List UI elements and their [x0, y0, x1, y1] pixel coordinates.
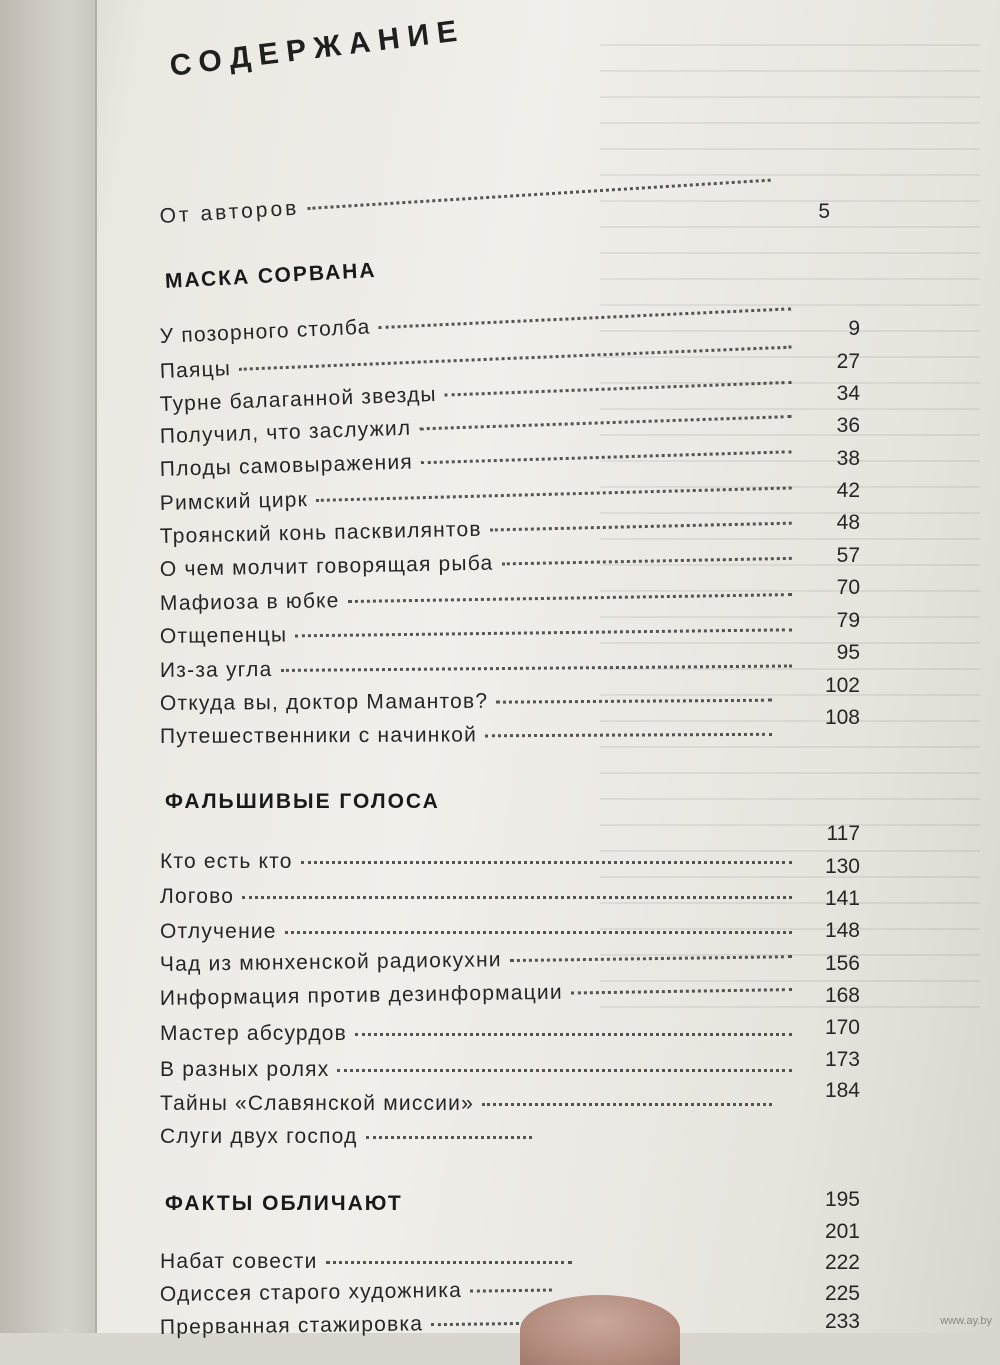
page-gutter: [0, 0, 97, 1333]
leader-dots: [496, 699, 772, 704]
toc-entry-label: Чад из мюнхенской радиокухни: [159, 948, 502, 976]
leader-dots: [280, 664, 792, 671]
toc-entry-label: Троянский конь пасквилянтов: [159, 517, 482, 548]
toc-page-number: 102: [824, 674, 860, 697]
leader-dots: [421, 450, 792, 464]
leader-dots: [348, 593, 792, 603]
toc-page-number: 48: [836, 511, 860, 534]
toc-entry-label: Мастер абсурдов: [160, 1022, 348, 1045]
toc-entry: [160, 1092, 780, 1124]
leader-dots: [355, 1033, 792, 1036]
leader-dots: [285, 931, 792, 934]
toc-page-number: 38: [836, 447, 860, 470]
toc-entry: [160, 885, 800, 917]
toc-entry-label: Слуги двух господ: [160, 1125, 358, 1148]
toc-page-number: 130: [824, 855, 860, 878]
toc-page-number: 225: [824, 1282, 860, 1305]
toc-entry-label: Откуда вы, доктор Мамантов?: [159, 689, 489, 715]
toc-page-number: 184: [824, 1079, 860, 1102]
toc-page-number: 117: [826, 822, 860, 845]
section-heading: ФАКТЫ ОБЛИЧАЮТ: [165, 1192, 403, 1215]
toc-page-number: 222: [824, 1251, 860, 1274]
toc-entry-label: Отлучение: [160, 920, 277, 943]
toc-page-number: 27: [836, 350, 860, 373]
leader-dots: [326, 1261, 572, 1264]
leader-dots: [301, 861, 792, 864]
toc-entry-label: Получил, что заслужил: [159, 416, 412, 448]
toc-page-number: 156: [824, 952, 860, 975]
toc-entry-label: Турне балаганной звезды: [159, 382, 438, 416]
toc-entry: [160, 1058, 800, 1090]
toc-entry: [160, 850, 800, 882]
toc-page-number: 95: [836, 641, 860, 664]
toc-page-number: 70: [836, 576, 860, 599]
leader-dots: [366, 1136, 532, 1139]
leader-dots: [337, 1069, 792, 1072]
leader-dots: [378, 307, 791, 329]
toc-page-number: 34: [836, 382, 860, 405]
leader-dots: [571, 988, 792, 994]
toc-page-number: 5: [818, 200, 830, 223]
toc-entry-label: Информация против дезинформации: [159, 980, 563, 1010]
toc-entry: [160, 688, 780, 724]
leader-dots: [490, 522, 792, 532]
toc-title: СОДЕРЖАНИЕ: [167, 13, 467, 83]
leader-dots: [419, 415, 791, 430]
toc-entry: [160, 653, 800, 691]
leader-dots: [482, 1103, 772, 1106]
toc-entry-label: Одиссея старого художника: [159, 1278, 463, 1306]
section-heading: ФАЛЬШИВЫЕ ГОЛОСА: [165, 790, 440, 813]
toc-entry-label: Кто есть кто: [160, 850, 293, 873]
toc-page-number: 201: [824, 1220, 860, 1243]
leader-dots: [470, 1289, 552, 1293]
section-heading: МАСКА СОРВАНА: [164, 258, 378, 293]
toc-entry-label: О чем молчит говорящая рыба: [159, 551, 494, 581]
toc-entry: [160, 722, 780, 757]
leader-dots: [295, 628, 792, 637]
toc-entry-label: Путешественники с начинкой: [159, 723, 478, 748]
leader-dots: [501, 557, 792, 566]
toc-page-number: 79: [836, 609, 860, 632]
toc-page-number: 108: [824, 706, 860, 729]
toc-page-number: 141: [824, 887, 860, 910]
toc-page-number: 195: [824, 1188, 860, 1211]
toc-entry: [160, 1125, 540, 1157]
toc-entry-label: Плоды самовыражения: [159, 450, 414, 481]
toc-entry-label: От авторов: [159, 196, 300, 228]
toc-entry: [160, 1311, 540, 1348]
toc-page-number: 148: [824, 919, 860, 942]
finger-tip: [520, 1295, 680, 1365]
leader-dots: [242, 896, 792, 899]
leader-dots: [510, 955, 792, 962]
toc-entry-label: Тайны «Славянской миссии»: [160, 1092, 474, 1115]
toc-page-number: 36: [836, 414, 860, 437]
toc-page-number: 57: [836, 544, 860, 567]
toc-page-number: 233: [824, 1310, 860, 1333]
leader-dots: [431, 1322, 532, 1326]
toc-page-number: 9: [848, 317, 860, 340]
toc-entry-label: Логово: [160, 885, 235, 908]
toc-entry-label: У позорного столба: [159, 315, 372, 348]
toc-entry-label: Набат совести: [160, 1250, 318, 1273]
toc-page-number: 170: [824, 1016, 860, 1039]
toc-entry-label: Отщепенцы: [159, 623, 288, 648]
toc-entry-label: Прерванная стажировка: [159, 1312, 424, 1339]
leader-dots: [445, 381, 792, 397]
toc-entry-label: Паяцы: [159, 357, 232, 383]
toc-entry-label: Римский цирк: [159, 488, 309, 515]
toc-page-number: 173: [824, 1048, 860, 1071]
toc-entry: [160, 1022, 800, 1054]
leader-dots: [316, 486, 792, 501]
toc-entry-label: Из-за угла: [159, 658, 273, 682]
watermark: www.ay.by: [940, 1315, 992, 1327]
leader-dots: [485, 733, 772, 738]
toc-page-number: 168: [824, 984, 860, 1007]
toc-page-number: 42: [836, 479, 860, 502]
toc-entry-label: В разных ролях: [160, 1058, 330, 1081]
toc-entry: [160, 1277, 560, 1315]
toc-entry-label: Мафиоза в юбке: [159, 589, 340, 615]
